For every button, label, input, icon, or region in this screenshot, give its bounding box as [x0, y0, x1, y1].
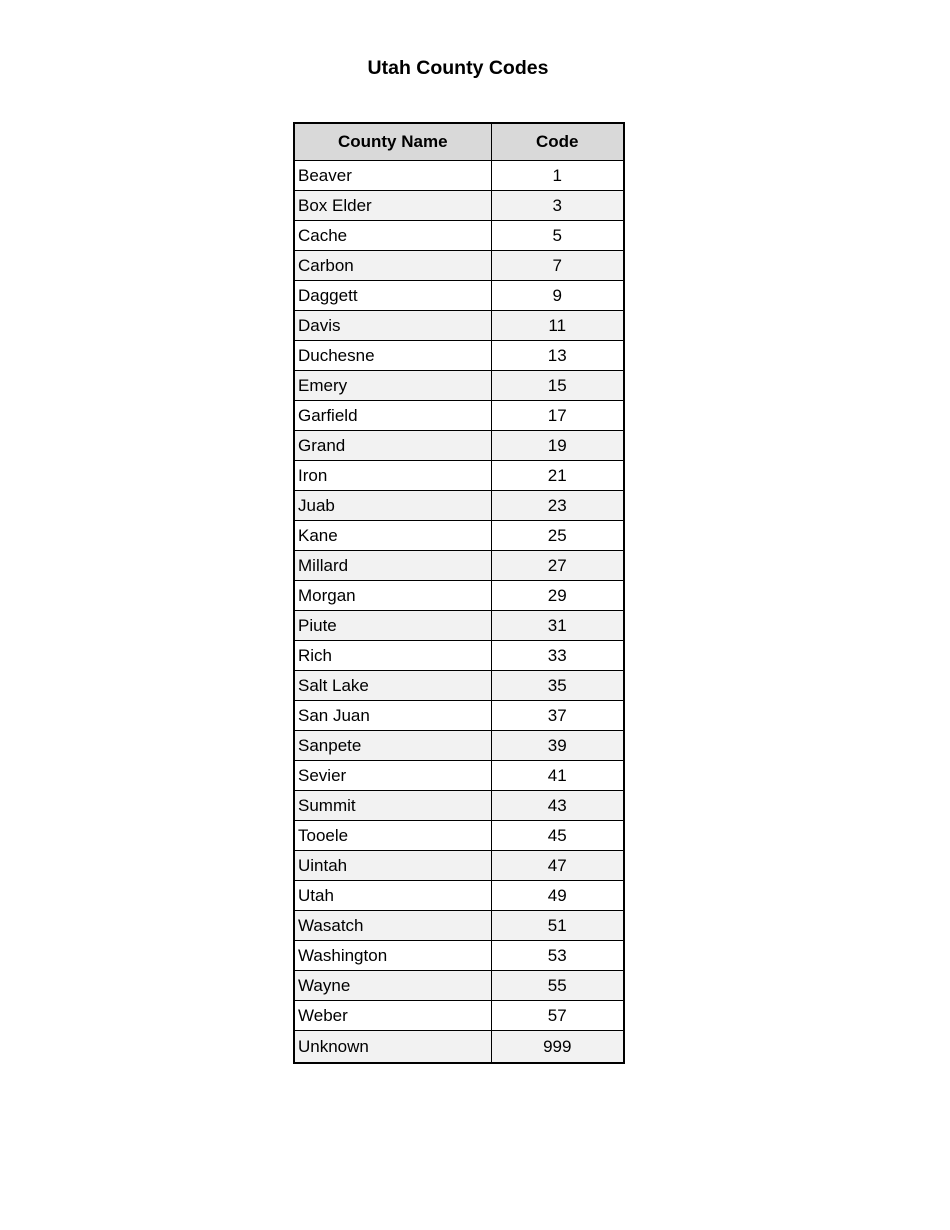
- table-row: [294, 431, 624, 461]
- county-name-cell: Unknown: [294, 1031, 491, 1063]
- county-name-cell: Emery: [294, 371, 491, 401]
- table-body: [294, 161, 624, 1063]
- table-row: [294, 401, 624, 431]
- table-row: [294, 671, 624, 701]
- county-code-cell: 27: [491, 551, 624, 581]
- table-row: [294, 701, 624, 731]
- county-code-cell: 5: [491, 221, 624, 251]
- table-row: [294, 791, 624, 821]
- county-name-cell: Piute: [294, 611, 491, 641]
- county-name-cell: Morgan: [294, 581, 491, 611]
- column-header-county-name: County Name: [294, 123, 491, 161]
- county-code-cell: 29: [491, 581, 624, 611]
- county-code-cell: 11: [491, 311, 624, 341]
- county-name-cell: Sevier: [294, 761, 491, 791]
- county-name-cell: Kane: [294, 521, 491, 551]
- table-row: [294, 371, 624, 401]
- county-name-cell: Utah: [294, 881, 491, 911]
- county-name-cell: Davis: [294, 311, 491, 341]
- table-row: [294, 1001, 624, 1031]
- county-name-cell: Carbon: [294, 251, 491, 281]
- county-name-cell: Iron: [294, 461, 491, 491]
- county-code-cell: 9: [491, 281, 624, 311]
- county-code-cell: 23: [491, 491, 624, 521]
- table-row: [294, 191, 624, 221]
- table-row: [294, 161, 624, 191]
- table-row: [294, 221, 624, 251]
- county-code-cell: 53: [491, 941, 624, 971]
- table-row: [294, 251, 624, 281]
- table-row: [294, 281, 624, 311]
- county-code-cell: 31: [491, 611, 624, 641]
- county-name-cell: Millard: [294, 551, 491, 581]
- county-name-cell: Daggett: [294, 281, 491, 311]
- county-code-cell: 47: [491, 851, 624, 881]
- county-code-cell: 15: [491, 371, 624, 401]
- county-code-cell: 51: [491, 911, 624, 941]
- county-name-cell: Uintah: [294, 851, 491, 881]
- county-name-cell: Tooele: [294, 821, 491, 851]
- county-name-cell: Rich: [294, 641, 491, 671]
- county-name-cell: Washington: [294, 941, 491, 971]
- county-code-cell: 3: [491, 191, 624, 221]
- table-header-row: [294, 123, 624, 161]
- county-name-cell: Beaver: [294, 161, 491, 191]
- county-code-cell: 999: [491, 1031, 624, 1063]
- county-name-cell: San Juan: [294, 701, 491, 731]
- table-row: [294, 1031, 624, 1063]
- table-row: [294, 761, 624, 791]
- table-row: [294, 941, 624, 971]
- county-code-cell: 45: [491, 821, 624, 851]
- page-title: Utah County Codes: [367, 57, 549, 79]
- county-code-cell: 33: [491, 641, 624, 671]
- county-code-cell: 17: [491, 401, 624, 431]
- county-code-cell: 25: [491, 521, 624, 551]
- table-row: [294, 461, 624, 491]
- table-row: [294, 611, 624, 641]
- county-code-cell: 57: [491, 1001, 624, 1031]
- column-header-code: Code: [491, 123, 624, 161]
- county-name-cell: Weber: [294, 1001, 491, 1031]
- table-row: [294, 551, 624, 581]
- table-row: [294, 911, 624, 941]
- county-name-cell: Box Elder: [294, 191, 491, 221]
- table-row: [294, 731, 624, 761]
- county-name-cell: Wayne: [294, 971, 491, 1001]
- county-code-cell: 19: [491, 431, 624, 461]
- table-row: [294, 641, 624, 671]
- county-code-cell: 43: [491, 791, 624, 821]
- county-name-cell: Garfield: [294, 401, 491, 431]
- county-code-cell: 1: [491, 161, 624, 191]
- county-code-cell: 41: [491, 761, 624, 791]
- table-row: [294, 881, 624, 911]
- county-name-cell: Grand: [294, 431, 491, 461]
- county-code-cell: 39: [491, 731, 624, 761]
- table-row: [294, 581, 624, 611]
- county-code-cell: 35: [491, 671, 624, 701]
- table-row: [294, 821, 624, 851]
- county-code-cell: 55: [491, 971, 624, 1001]
- county-code-cell: 37: [491, 701, 624, 731]
- county-code-cell: 13: [491, 341, 624, 371]
- table-row: [294, 851, 624, 881]
- table-row: [294, 971, 624, 1001]
- county-name-cell: Salt Lake: [294, 671, 491, 701]
- table-row: [294, 341, 624, 371]
- county-name-cell: Sanpete: [294, 731, 491, 761]
- table-row: [294, 311, 624, 341]
- county-name-cell: Duchesne: [294, 341, 491, 371]
- county-code-cell: 7: [491, 251, 624, 281]
- county-name-cell: Cache: [294, 221, 491, 251]
- county-name-cell: Summit: [294, 791, 491, 821]
- county-code-cell: 21: [491, 461, 624, 491]
- table-row: [294, 521, 624, 551]
- county-name-cell: Wasatch: [294, 911, 491, 941]
- table-row: [294, 491, 624, 521]
- county-code-cell: 49: [491, 881, 624, 911]
- county-codes-table: [293, 122, 625, 1064]
- county-name-cell: Juab: [294, 491, 491, 521]
